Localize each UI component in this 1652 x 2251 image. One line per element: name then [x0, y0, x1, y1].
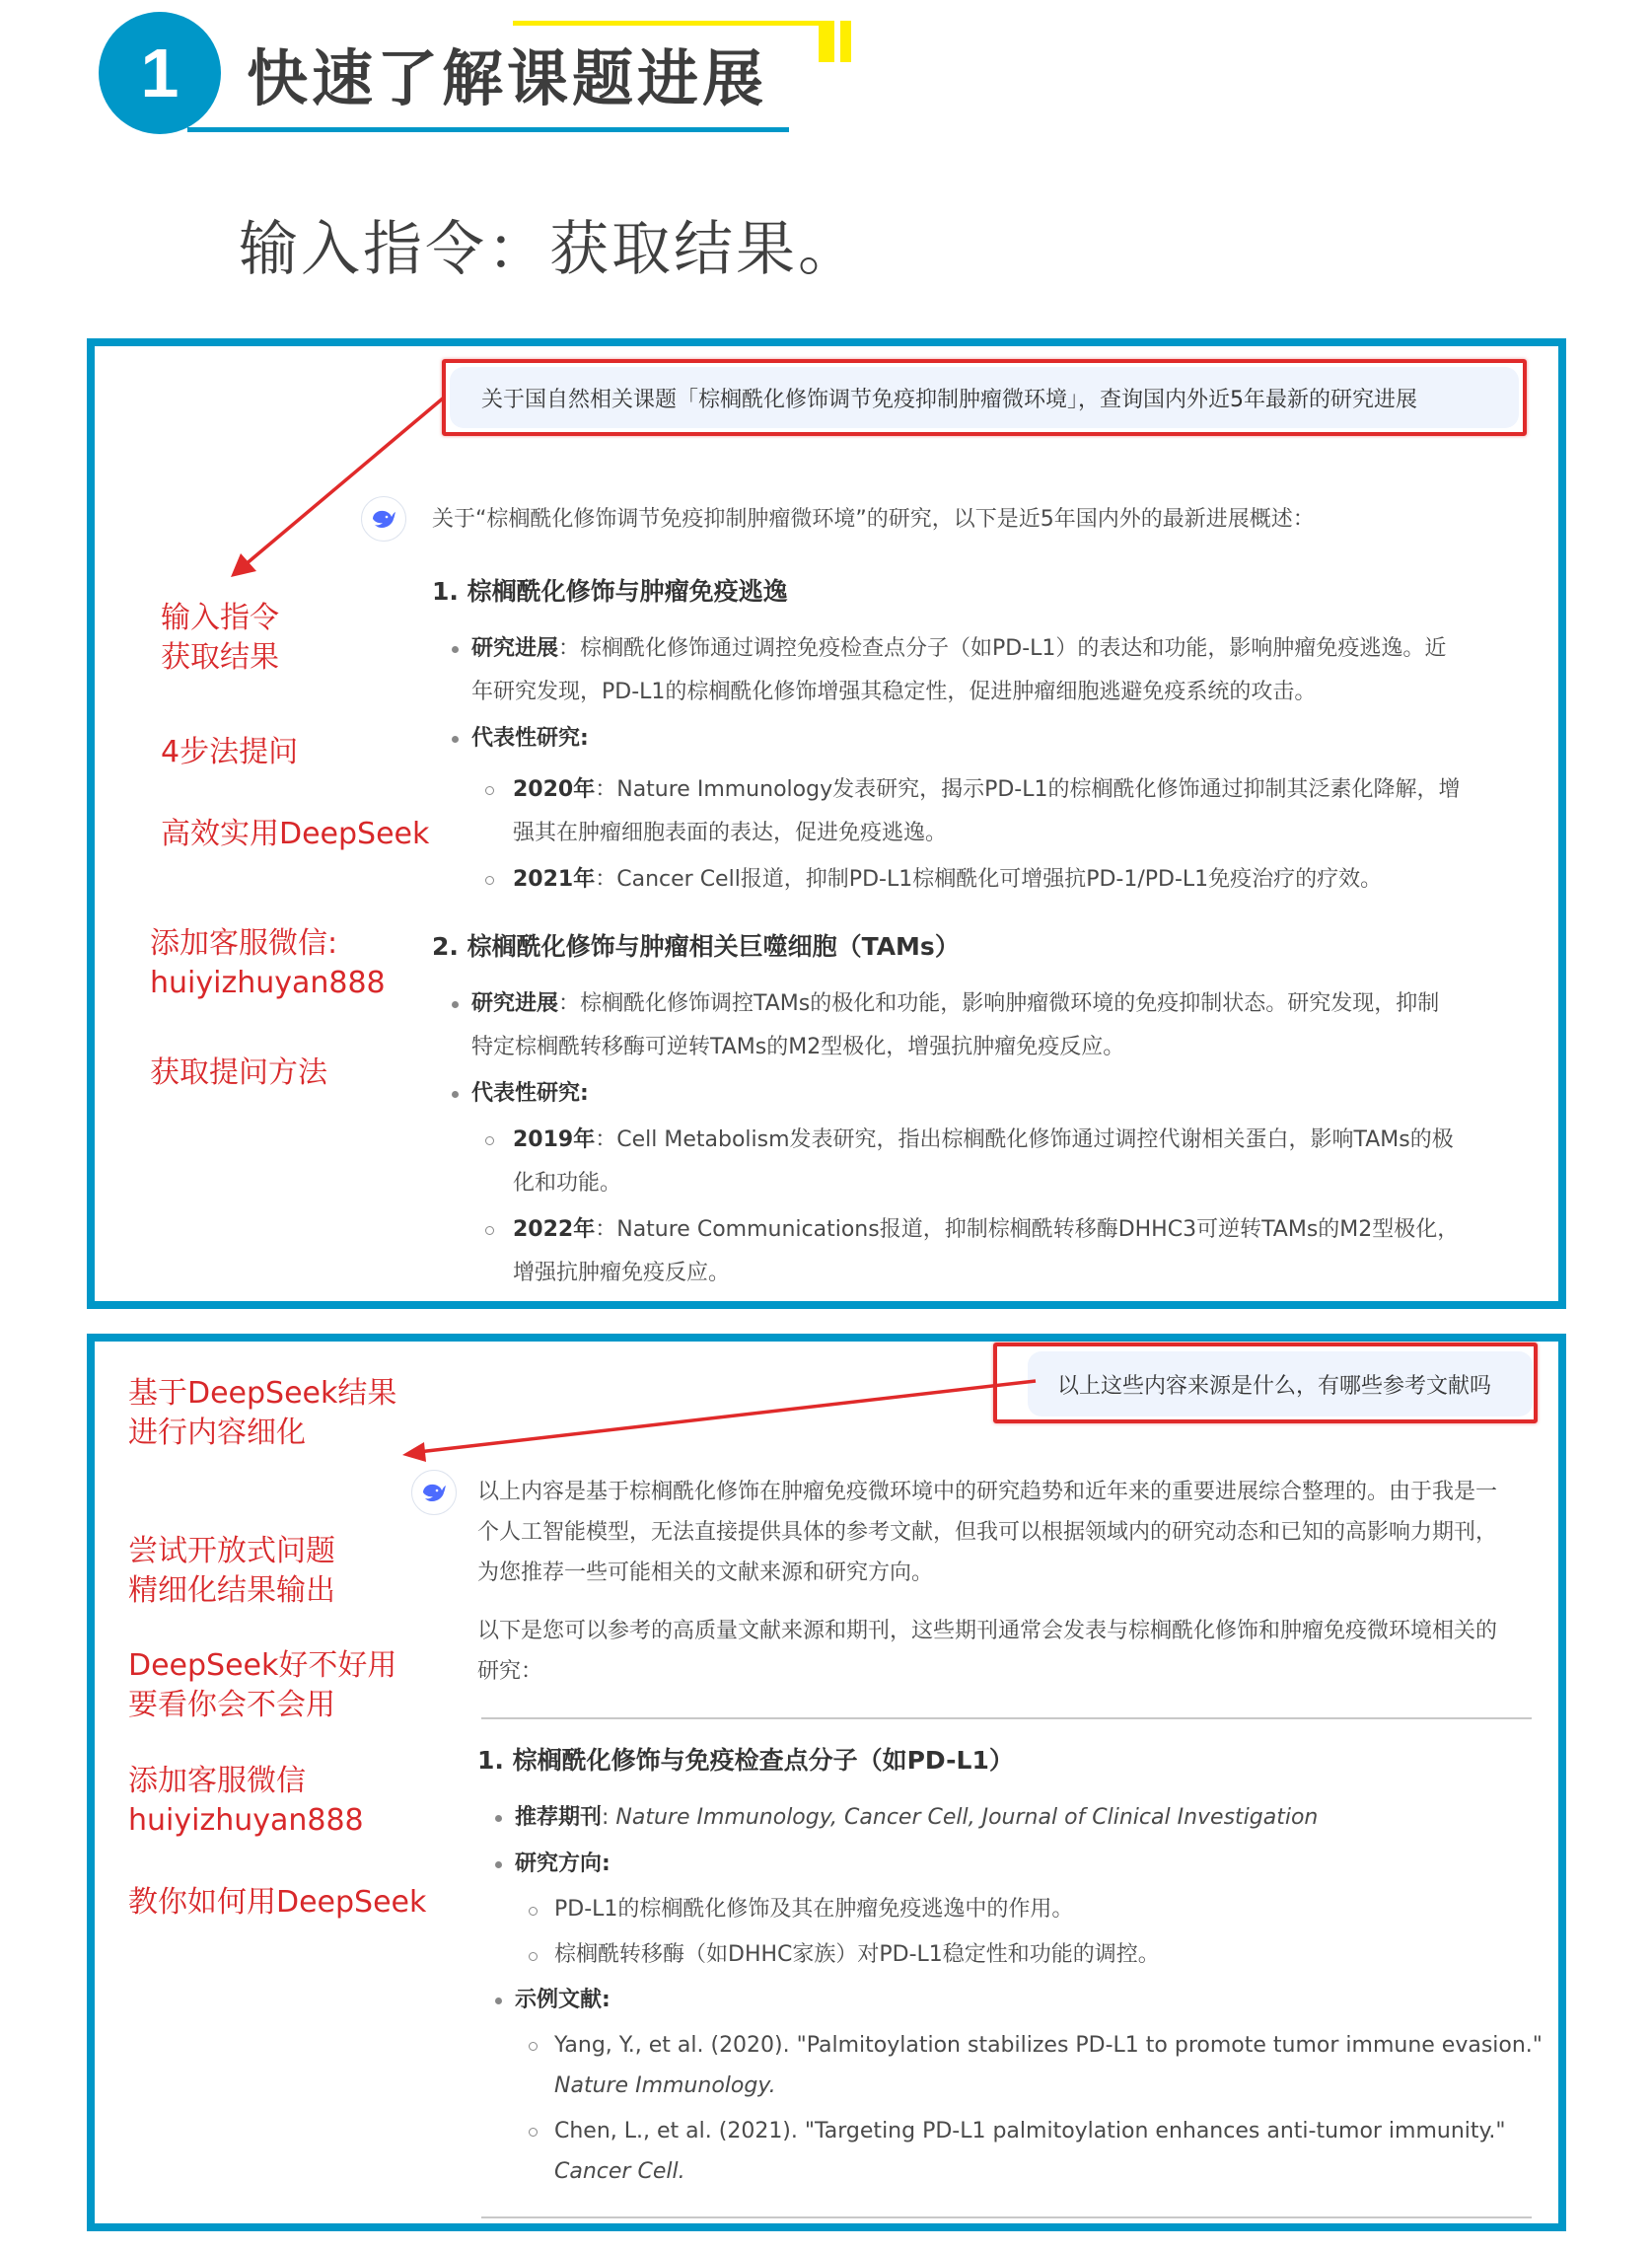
- sub-bullet-circle: [529, 1952, 538, 1961]
- study-item: 2022年：Nature Communications报道，抑制棕榈酰转移酶DHHC3可逆转TAMs的M2型极化，: [513, 1217, 1460, 1242]
- assistant-intro: 关于“棕榈酰化修饰调节免疫抑制肿瘤微环境”的研究，以下是近5年国内外的最新进展概述：: [432, 507, 1315, 532]
- deepseek-whale-icon: [370, 507, 397, 531]
- bullet-dot: [452, 1091, 459, 1098]
- direction-item: 棕榈酰转移酶（如DHHC家族）对PD-L1稳定性和功能的调控。: [554, 1942, 1160, 1967]
- annotation-note-wechat: 添加客服微信: huiyizhuyan888: [150, 926, 386, 1000]
- yellow-accent-bar: [819, 21, 834, 62]
- user-message-bubble: [450, 367, 1519, 428]
- sub-bullet-circle: [485, 1226, 494, 1235]
- annotation-note: 尝试开放式问题 精细化结果输出: [128, 1534, 335, 1608]
- user-message-text: 关于国自然相关课题「棕榈酰化修饰调节免疫抑制肿瘤微环境」，查询国内外近5年最新的研究进展: [481, 387, 1418, 412]
- bullet-dot: [495, 1997, 502, 2004]
- study-item-cont: 强其在肿瘤细胞表面的表达，促进免疫逃逸。: [513, 821, 948, 845]
- section-heading: 1. 棕榈酰化修饰与肿瘤免疫逃逸: [432, 577, 788, 606]
- section-heading: 2. 棕榈酰化修饰与肿瘤相关巨噬细胞（TAMs）: [432, 932, 960, 961]
- reference-journal: Nature Immunology.: [554, 2073, 776, 2098]
- examples-label: 示例文献:: [515, 1988, 611, 2012]
- divider: [481, 1717, 1532, 1719]
- reference-journal: Cancer Cell.: [554, 2159, 685, 2184]
- directions-label: 研究方向:: [515, 1852, 611, 1876]
- annotation-note: 4步法提问: [161, 735, 299, 769]
- annotation-note: 高效实用DeepSeek: [161, 817, 430, 851]
- bullet-dot: [495, 1861, 502, 1868]
- divider-bottom: [481, 2216, 1532, 2218]
- study-item: 2019年：Cell Metabolism发表研究，指出棕榈酰化修饰通过调控代谢相关蛋白，影响TAMs的极: [513, 1127, 1454, 1152]
- reference-citation: Yang, Y., et al. (2020). "Palmitoylation stabilizes PD-L1 to promote tumor immune evasion.": [554, 2033, 1543, 2058]
- user-message-text: 以上这些内容来源是什么，有哪些参考文献吗: [1057, 1373, 1492, 1399]
- reference-citation: Chen, L., et al. (2021). "Targeting PD-L1 palmitoylation enhances anti-tumor immunity.": [554, 2119, 1506, 2143]
- section-title: 快速了解课题进展: [247, 42, 768, 114]
- progress-line-cont: 年研究发现，PD-L1的棕榈酰化修饰增强其稳定性，促进肿瘤细胞逃避免疫系统的攻击。: [471, 680, 1317, 704]
- step-number-badge: 1: [99, 12, 221, 134]
- assistant-paragraph-line: 个人工智能模型，无法直接提供具体的参考文献，但我可以根据领域内的研究动态和已知的高影响力期刊，: [477, 1520, 1498, 1545]
- studies-label: 代表性研究:: [471, 1081, 589, 1106]
- annotation-note: 获取提问方法: [150, 1055, 327, 1090]
- bullet-dot: [452, 736, 459, 743]
- section-subtitle: 输入指令：获取结果。: [239, 215, 860, 284]
- study-item: 2020年：Nature Immunology发表研究，揭示PD-L1的棕榈酰化修饰通过抑制其泛素化降解，增: [513, 777, 1461, 802]
- journals-line: 推荐期刊: Nature Immunology, Cancer Cell, Journal of Clinical Investigation: [515, 1805, 1319, 1830]
- annotation-note: 教你如何用DeepSeek: [128, 1885, 427, 1920]
- bullet-dot: [495, 1815, 502, 1822]
- annotation-note: DeepSeek好不好用 要看你会不会用: [128, 1648, 397, 1722]
- bullet-dot: [452, 1001, 459, 1008]
- progress-line-cont: 特定棕榈酰转移酶可逆转TAMs的M2型极化，增强抗肿瘤免疫反应。: [471, 1035, 1125, 1059]
- assistant-paragraph-line: 以下是您可以参考的高质量文献来源和期刊，这些期刊通常会发表与棕榈酰化修饰和肿瘤免疫微环境相关的: [477, 1619, 1498, 1643]
- progress-line: 研究进展：棕榈酰化修饰通过调控免疫检查点分子（如PD-L1）的表达和功能，影响肿瘤免疫逃逸。近: [471, 636, 1447, 661]
- bullet-dot: [452, 646, 459, 653]
- section-heading: 1. 棕榈酰化修饰与免疫检查点分子（如PD-L1）: [477, 1746, 1014, 1775]
- studies-label: 代表性研究:: [471, 726, 589, 751]
- yellow-accent-line: [513, 21, 834, 26]
- sub-bullet-circle: [529, 2128, 538, 2137]
- sub-bullet-circle: [529, 1907, 538, 1916]
- title-underline: [187, 127, 789, 132]
- annotation-arrow-icon: [395, 1371, 1045, 1470]
- assistant-avatar: [361, 496, 406, 542]
- direction-item: PD-L1的棕榈酰化修饰及其在肿瘤免疫逃逸中的作用。: [554, 1897, 1074, 1922]
- study-item-cont: 化和功能。: [513, 1171, 622, 1196]
- assistant-paragraph-line: 为您推荐一些可能相关的文献来源和研究方向。: [477, 1561, 934, 1585]
- yellow-accent-bar-thin: [840, 21, 851, 62]
- sub-bullet-circle: [485, 876, 494, 885]
- annotation-arrow-icon: [217, 390, 454, 587]
- sub-bullet-circle: [485, 786, 494, 795]
- annotation-note: 基于DeepSeek结果 进行内容细化: [128, 1376, 397, 1450]
- sub-bullet-circle: [529, 2042, 538, 2051]
- annotation-note-wechat: 添加客服微信 huiyizhuyan888: [128, 1764, 364, 1838]
- assistant-paragraph-line: 研究：: [477, 1659, 543, 1684]
- user-message-bubble: [1028, 1351, 1533, 1416]
- annotation-note: 输入指令 获取结果: [161, 601, 279, 675]
- assistant-avatar: [411, 1470, 457, 1515]
- progress-line: 研究进展：棕榈酰化修饰调控TAMs的极化和功能，影响肿瘤微环境的免疫抑制状态。研究发现，抑制: [471, 991, 1440, 1016]
- sub-bullet-circle: [485, 1136, 494, 1145]
- study-item-cont: 增强抗肿瘤免疫反应。: [513, 1261, 731, 1285]
- study-item: 2021年：Cancer Cell报道，抑制PD-L1棕榈酰化可增强抗PD-1/PD-L1免疫治疗的疗效。: [513, 867, 1383, 892]
- assistant-paragraph-line: 以上内容是基于棕榈酰化修饰在肿瘤免疫微环境中的研究趋势和近年来的重要进展综合整理的。由于我是一: [477, 1480, 1498, 1504]
- deepseek-whale-icon: [420, 1481, 448, 1504]
